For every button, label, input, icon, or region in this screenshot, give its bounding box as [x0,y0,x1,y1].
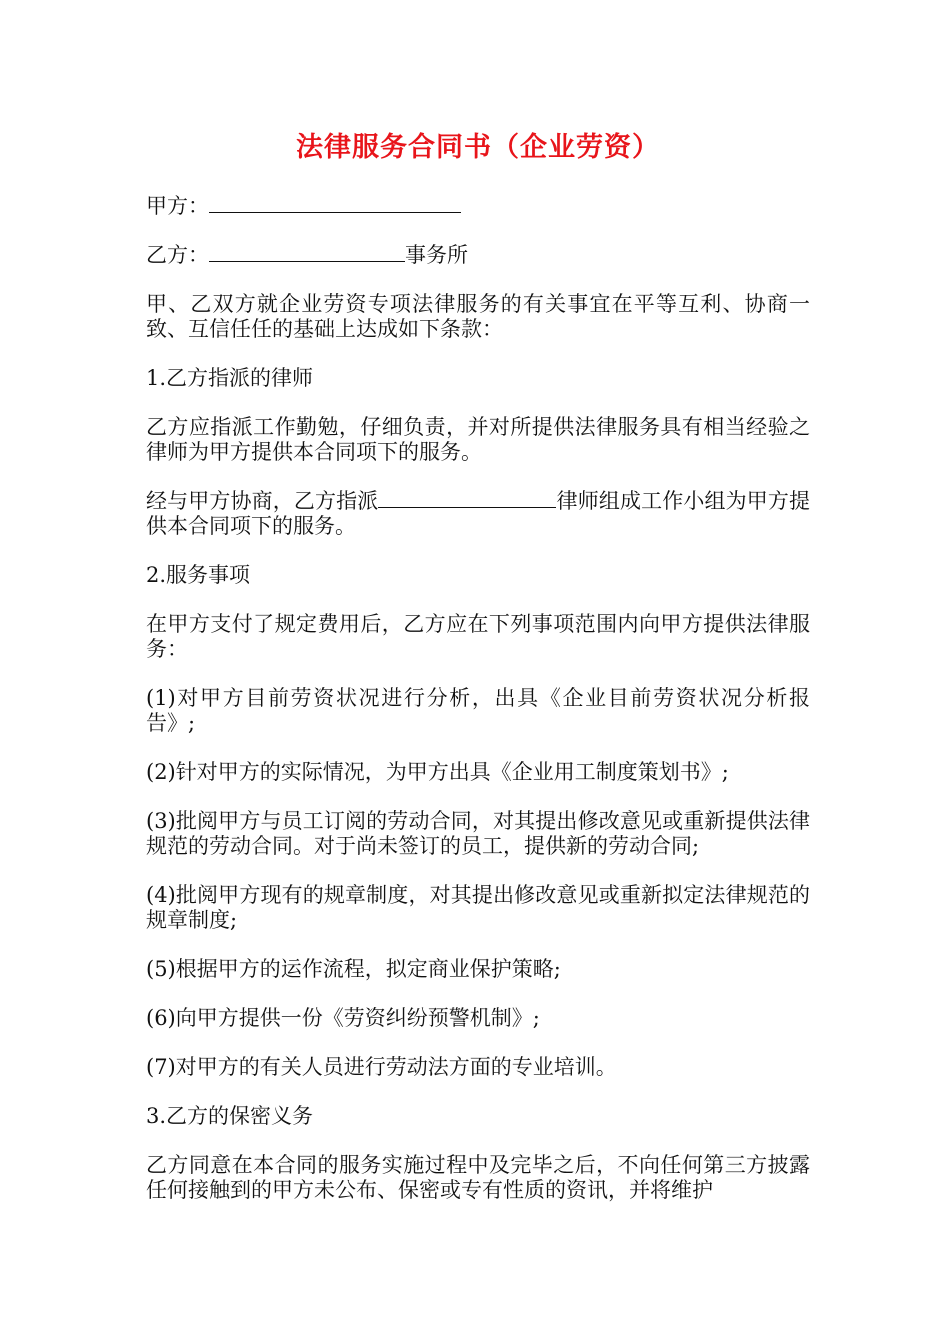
section-2-intro: 在甲方支付了规定费用后，乙方应在下列事项范围内向甲方提供法律服务： [146,612,810,661]
document-title: 法律服务合同书（企业劳资） [296,132,660,163]
party-a-label: 甲方： [146,194,209,218]
lawyer-name-blank [378,489,556,508]
party-b-blank [209,243,405,262]
section-1-p2-before: 经与甲方协商，乙方指派 [146,489,379,513]
party-b-line [146,243,810,268]
service-item-5: (5)根据甲方的运作流程，拟定商业保护策略; [146,957,561,981]
service-item-6: (6)向甲方提供一份《劳资纠纷预警机制》; [146,1006,540,1030]
document-body [146,130,810,1227]
service-item-2: (2)针对甲方的实际情况，为甲方出具《企业用工制度策划书》; [146,760,729,784]
service-item-3: (3)批阅甲方与员工订阅的劳动合同，对其提出修改意见或重新提供法律规范的劳动合同。对于尚未签订的员工，提供新的劳动合同; [146,809,810,858]
service-item-1: (1)对甲方目前劳资状况进行分析，出具《企业目前劳资状况分析报告》; [146,686,810,735]
section-3-paragraph-1: 乙方同意在本合同的服务实施过程中及完毕之后，不向任何第三方披露任何接触到的甲方未公布、保密或专有性质的资讯，并将维护 [146,1153,810,1202]
service-item-4: (4)批阅甲方现有的规章制度，对其提出修改意见或重新拟定法律规范的规章制度; [146,883,810,932]
section-3-heading: 3.乙方的保密义务 [146,1104,314,1128]
intro-paragraph: 甲、乙双方就企业劳资专项法律服务的有关事宜在平等互利、协商一致、互信任任的基础上达成如下条款： [146,292,810,341]
party-a-line [146,194,810,219]
party-b-label: 乙方： [146,243,209,267]
service-item-7: (7)对甲方的有关人员进行劳动法方面的专业培训。 [146,1055,617,1079]
section-1-paragraph-2 [146,489,810,539]
section-2-heading: 2.服务事项 [146,563,251,587]
section-1-paragraph-1: 乙方应指派工作勤勉，仔细负责，并对所提供法律服务具有相当经验之律师为甲方提供本合同项下的服务。 [146,415,810,464]
section-1-heading: 1.乙方指派的律师 [146,366,314,390]
party-b-suffix: 事务所 [405,243,468,267]
party-a-blank [209,194,461,213]
section-1-p2-after: 律师组成工作小组为甲方提供本合同项下的服务。 [146,489,811,538]
